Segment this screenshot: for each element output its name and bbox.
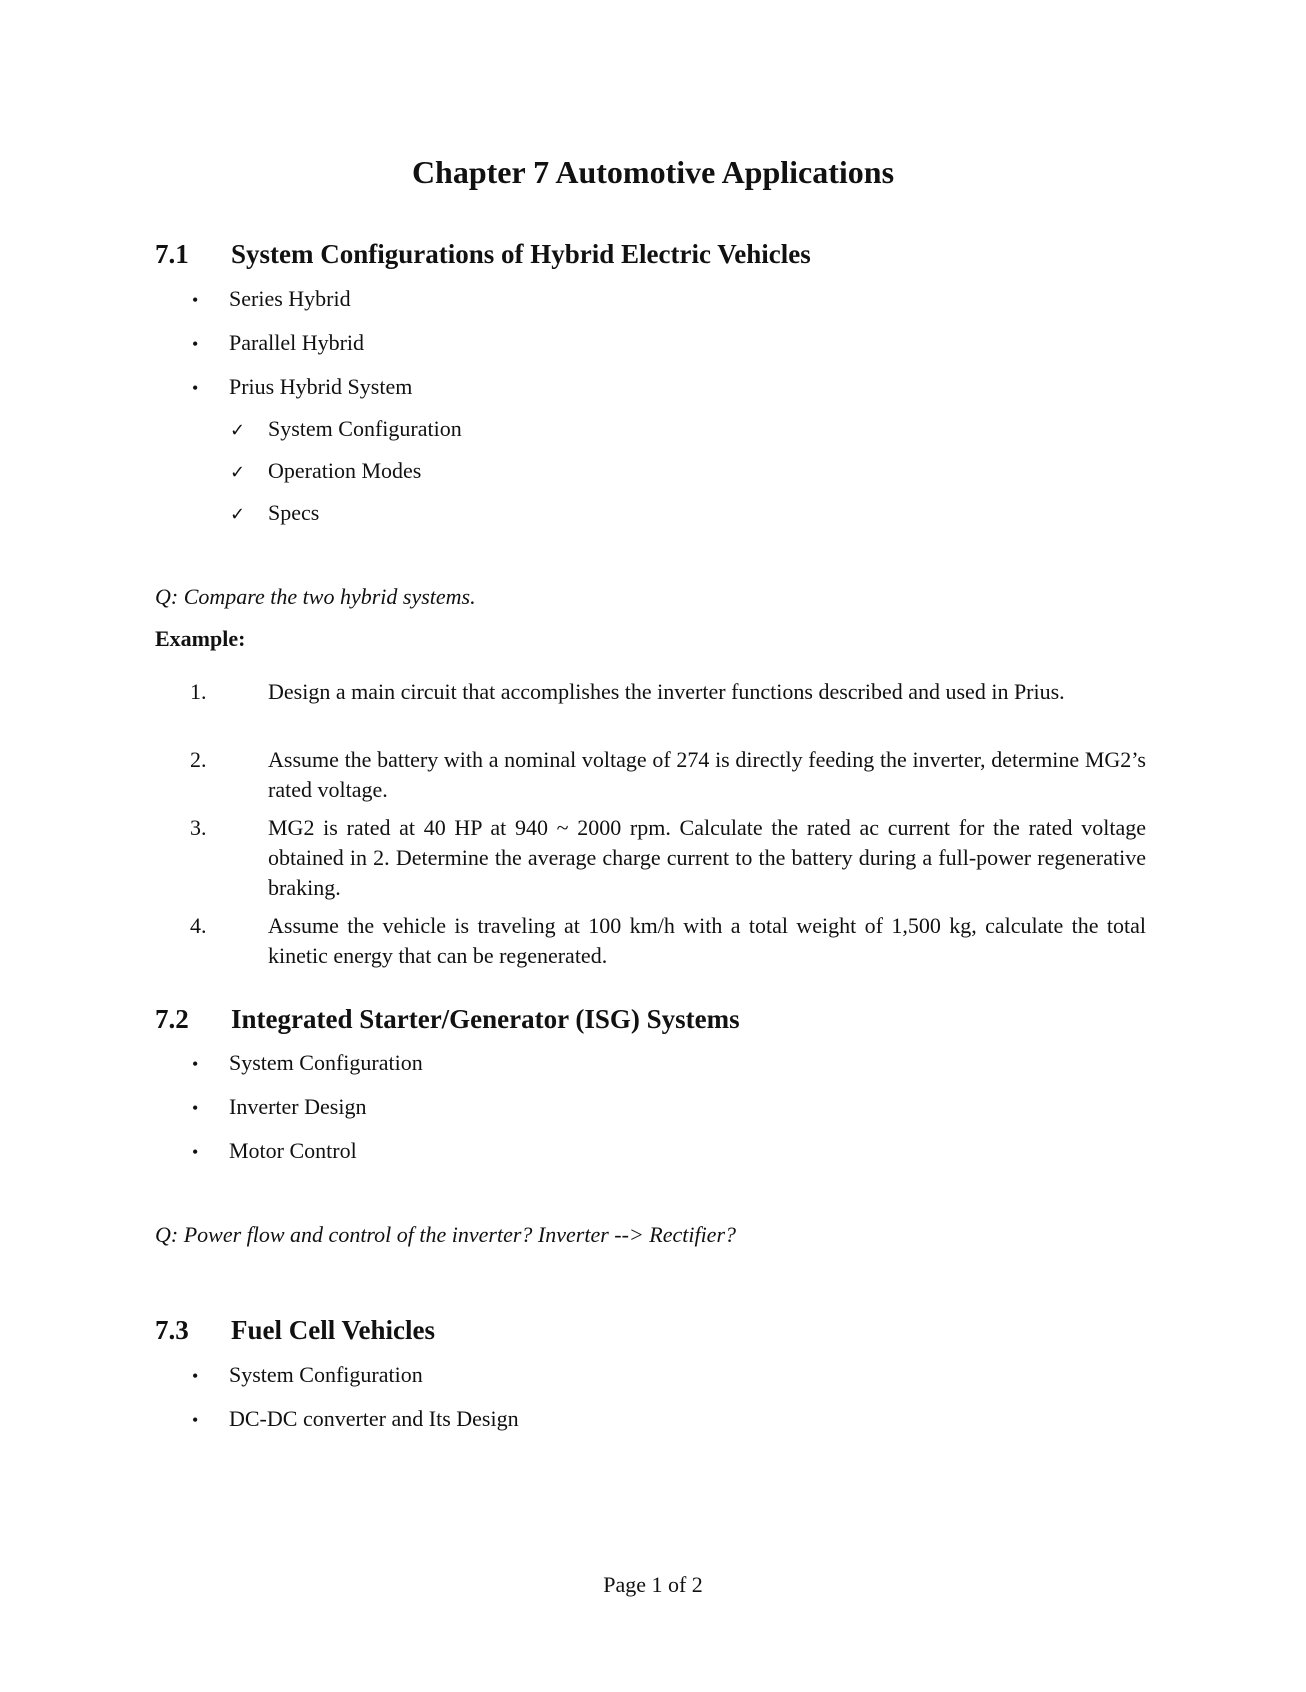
checkmark-icon: ✓: [230, 462, 246, 483]
section-heading-7-3: [155, 1313, 435, 1347]
section-title: Fuel Cell Vehicles: [231, 1315, 435, 1345]
chapter-title: Chapter 7 Automotive Applications: [411, 154, 895, 190]
bullet-icon: •: [192, 1142, 199, 1162]
bullet-item: [192, 1049, 423, 1078]
bullet-label: DC-DC converter and Its Design: [229, 1406, 519, 1431]
example-number: 4.: [190, 913, 207, 938]
check-label: Specs: [268, 500, 320, 525]
bullet-item: [192, 285, 351, 314]
bullet-label: Parallel Hybrid: [229, 330, 365, 355]
bullet-item: [192, 1093, 366, 1122]
example-number: 2.: [190, 747, 207, 772]
bullet-icon: •: [192, 1054, 199, 1074]
example-text: Assume the battery with a nominal voltage of 274 is directly feeding the inverter, determine MG2’s rated voltage.: [268, 747, 1146, 802]
check-label: Operation Modes: [268, 458, 422, 483]
page-footer: Page 1 of 2: [603, 1572, 703, 1597]
bullet-label: Prius Hybrid System: [229, 374, 413, 399]
section-title: Integrated Starter/Generator (ISG) Systems: [231, 1004, 740, 1034]
bullet-item: [192, 1405, 519, 1434]
example-number: 1.: [190, 679, 207, 704]
bullet-label: Inverter Design: [229, 1094, 367, 1119]
example-item: [190, 745, 1146, 805]
bullet-item: [192, 1361, 423, 1390]
question-text: Q: Power flow and control of the inverter? Inverter --> Rectifier?: [155, 1222, 737, 1247]
bullet-item: [192, 373, 412, 402]
bullet-icon: •: [192, 1410, 199, 1430]
section-heading-7-1: [155, 237, 811, 271]
check-item: [230, 457, 421, 487]
checkmark-icon: ✓: [230, 420, 246, 441]
bullet-label: Motor Control: [229, 1138, 357, 1163]
section-number: 7.1: [155, 239, 189, 269]
bullet-label: Series Hybrid: [229, 286, 351, 311]
checkmark-icon: ✓: [230, 504, 246, 525]
section-number: 7.3: [155, 1315, 189, 1345]
bullet-label: System Configuration: [229, 1362, 423, 1387]
bullet-icon: •: [192, 1098, 199, 1118]
example-item: [190, 911, 1146, 971]
bullet-item: [192, 329, 364, 358]
bullet-icon: •: [192, 378, 199, 398]
example-label: Example:: [155, 626, 246, 651]
bullet-icon: •: [192, 1366, 199, 1386]
bullet-icon: •: [192, 334, 199, 354]
bullet-label: System Configuration: [229, 1050, 423, 1075]
section-title: System Configurations of Hybrid Electric Vehicles: [231, 239, 811, 269]
example-text: Design a main circuit that accomplishes the inverter functions described and used in Prius.: [268, 679, 1065, 704]
check-item: [230, 415, 462, 445]
section-number: 7.2: [155, 1004, 189, 1034]
bullet-item: [192, 1137, 357, 1166]
example-item: [190, 677, 1146, 707]
example-text: MG2 is rated at 40 HP at 940 ~ 2000 rpm. Calculate the rated ac current for the rated voltage obtained in 2. Determine the average charge current to the battery during a full-power regenerative braking.: [268, 815, 1146, 900]
section-heading-7-2: [155, 1002, 740, 1036]
check-label: System Configuration: [268, 416, 462, 441]
bullet-icon: •: [192, 290, 199, 310]
example-number: 3.: [190, 815, 207, 840]
question-text: Q: Compare the two hybrid systems.: [155, 584, 476, 609]
check-item: [230, 499, 319, 529]
example-text: Assume the vehicle is traveling at 100 km/h with a total weight of 1,500 kg, calculate the total kinetic energy that can be regenerated.: [268, 913, 1146, 968]
example-item: [190, 813, 1146, 903]
